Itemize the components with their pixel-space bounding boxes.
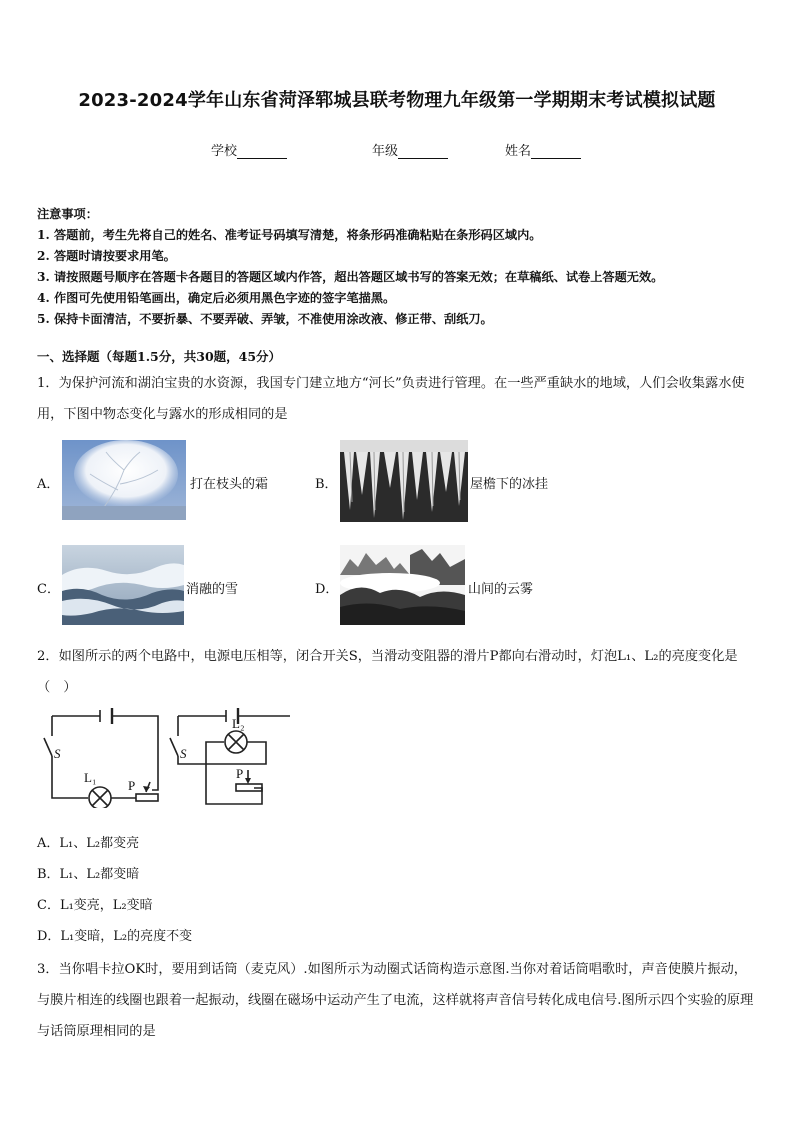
grade-field bbox=[372, 140, 448, 159]
grade-label: 年级 bbox=[372, 144, 399, 159]
q2-option-a: A．L₁、L₂都变亮 bbox=[37, 836, 140, 851]
name-label: 姓名 bbox=[505, 144, 532, 159]
melting-snow-photo bbox=[62, 545, 184, 625]
circuit2-switch-label: S bbox=[180, 746, 187, 761]
name-blank bbox=[531, 144, 581, 159]
q2-option-d: D．L₁变暗，L₂的亮度不变 bbox=[37, 929, 193, 944]
q1-option-d-caption: 山间的云雾 bbox=[468, 582, 534, 597]
circuit1-slider-label: P bbox=[128, 778, 136, 793]
q1-option-c-letter: C． bbox=[37, 582, 60, 597]
notes-item: 5. 保持卡面清洁，不要折暴、不要弄破、弄皱，不准使用涂改液、修正带、刮纸刀。 bbox=[37, 312, 493, 326]
circuit-diagram bbox=[40, 708, 290, 808]
q1-option-d-letter: D． bbox=[315, 582, 339, 597]
notes-item: 4. 作图可先使用铅笔画出，确定后必须用黑色字迹的签字笔描黑。 bbox=[37, 291, 396, 305]
question-1-text: 1．为保护河流和湖泊宝贵的水资源，我国专门建立地方“河长”负责进行管理。在一些严重缺水的地域，人们会收集露水使用，下图中物态变化与露水的形成相同的是 bbox=[37, 376, 745, 422]
q1-option-b-caption: 屋檐下的冰挂 bbox=[470, 477, 549, 492]
q1-option-a-caption: 打在枝头的霜 bbox=[190, 477, 269, 492]
notes-block bbox=[37, 204, 663, 330]
circuit2-slider-label: P bbox=[236, 766, 244, 781]
circuit1-lamp-label: L₁ bbox=[84, 770, 97, 785]
cloud-mist-photo bbox=[340, 545, 465, 625]
notes-item: 3. 请按照题号顺序在答题卡各题目的答题区域内作答，超出答题区域书写的答案无效；在草稿纸、试卷上答题无效。 bbox=[37, 270, 664, 284]
q1-option-c-caption: 消融的雪 bbox=[186, 582, 239, 597]
notes-item: 2. 答题时请按要求用笔。 bbox=[37, 249, 176, 263]
school-label: 学校 bbox=[211, 144, 238, 159]
notes-heading: 注意事项： bbox=[37, 207, 98, 221]
circuit2-lamp-label: L₂ bbox=[232, 716, 245, 731]
notes-item: 1. 答题前，考生先将自己的姓名、准考证号码填写清楚，将条形码准确粘贴在条形码区域内。 bbox=[37, 228, 542, 242]
section-heading: 一、选择题（每题1.5分，共30题，45分） bbox=[37, 349, 282, 364]
q2-option-c: C．L₁变亮，L₂变暗 bbox=[37, 898, 153, 913]
school-field bbox=[211, 140, 287, 159]
q1-option-a-letter: A． bbox=[37, 477, 60, 492]
icicle-photo bbox=[340, 440, 468, 522]
q2-option-b: B．L₁、L₂都变暗 bbox=[37, 867, 140, 882]
grade-blank bbox=[398, 144, 448, 159]
circuit1-switch-label: S bbox=[54, 746, 61, 761]
frost-photo bbox=[62, 440, 186, 520]
name-field bbox=[505, 140, 581, 159]
page-title: 2023-2024学年山东省菏泽郓城县联考物理九年级第一学期期末考试模拟试题 bbox=[78, 90, 716, 111]
school-blank bbox=[237, 144, 287, 159]
q1-option-b-letter: B． bbox=[315, 477, 338, 492]
question-3-text: 3．当你唱卡拉OK时，要用到话筒（麦克风）.如图所示为动圈式话筒构造示意图.当你对着话筒唱歌时，声音使膜片振动，与膜片相连的线圈也跟着一起振动，线圈在磁场中运动产生了电流，这样就将声音信号转化成电信号.图所示四个实验的原理与话筒原理相同的是 bbox=[37, 962, 754, 1039]
question-2-text: 2．如图所示的两个电路中，电源电压相等，闭合开关S，当滑动变阻器的滑片P都向右滑动时，灯泡L₁、L₂的亮度变化是（ ） bbox=[37, 649, 738, 695]
